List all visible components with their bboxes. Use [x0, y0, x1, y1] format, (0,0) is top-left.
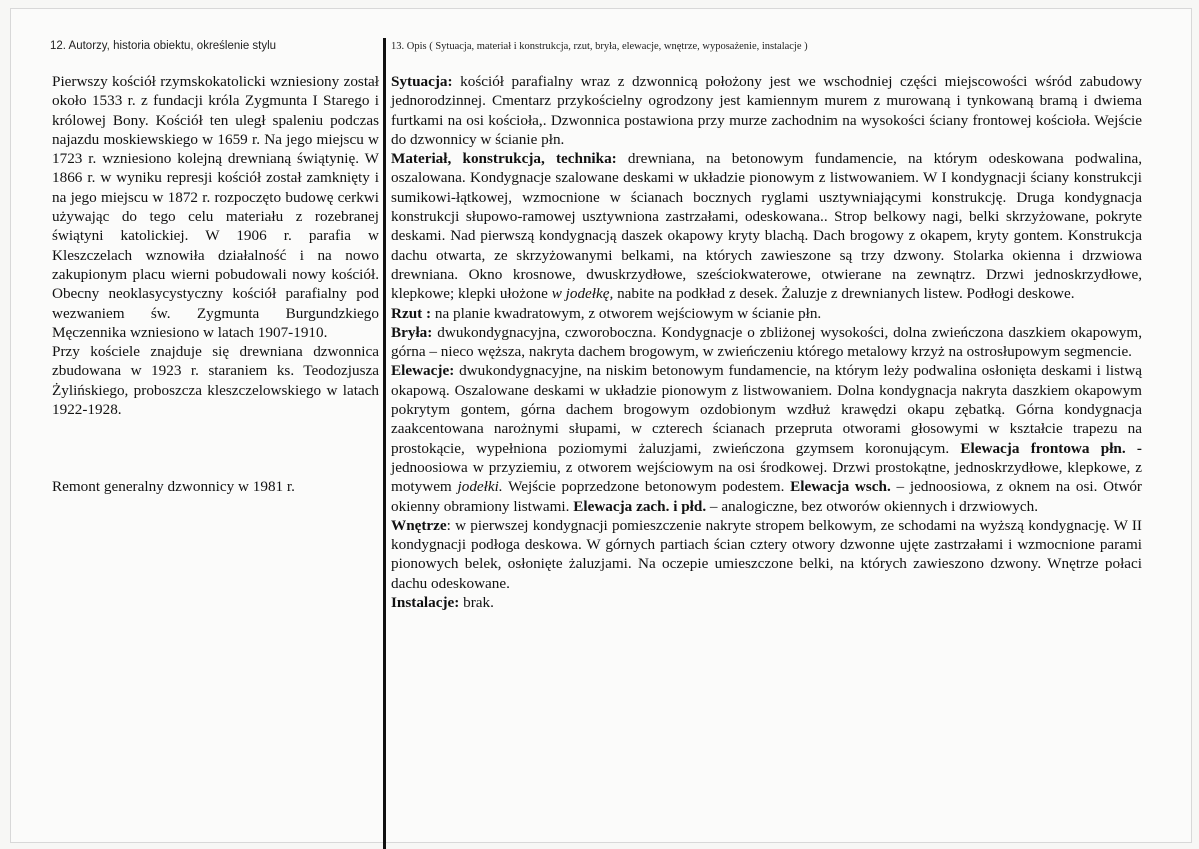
elewacje-text: dwukondygnacyjne, na niskim betonowym fundamencie, na którym leży podwalina osłonięta deskami i listwą okapową. Oszalowane deskami w układzie pionowym z listwowaniem. Dolna kondygnacja nakryta daszkiem okapowym pokrytym gontem, górna dachem brogowym ozdobionym wzdłuż krawędzi okapu zębatką. Górna kondygnacja zaakcentowana narożnymi słupami, w czterech ścianach przepruta otworami głosowymi w kształcie trapezu na prostokącie, wypełniona poziomymi żaluzjami, zwieńczona gzymsem koronującym.: [391, 362, 1142, 457]
material-tail: nabite na podkład z desek. Żaluzje z drewnianych listew. Podłogi deskowe.: [613, 285, 1075, 303]
section-12-header: 12. Autorzy, historia obiektu, określenie stylu: [50, 40, 277, 52]
instalacje-label: Instalacje:: [391, 594, 460, 612]
elewacje-paragraph: [391, 361, 1142, 515]
section-13-header: 13. Opis ( Sytuacja, materiał i konstrukcja, rzut, bryła, elewacje, wnętrze, wyposażenie, instalacje ): [391, 41, 808, 52]
elewacja-frontowa-italic: jodełki.: [457, 478, 503, 496]
sytuacja-paragraph: [391, 72, 1142, 149]
material-text: drewniana, na betonowym fundamencie, na którym odeskowana podwalina, oszalowana. Kondygnacje szalowane deskami w układzie pionowym z listwowaniem. W I kondygnacji ściany konstrukcji sumikowi-łątkowej, wzmocnione w ścianach bocznych ryglami usztywniającymi konstrukcję. Druga kondygnacja konstrukcji słupowo-ramowej usztywniona zastrzałami, odeskowana.. Strop belkowy nagi, belki skrzyżowane, pokryte deskami. Nad pierwszą kondygnacją daszek okapowy kryty blachą. Dach brogowy z okapem, kryty gontem. Konstrukcja dachu otwarta, ze skrzyżowanymi belkami, na których zawieszone są trzy dzwony. Stolarka okienna i drzwiowa drewniana. Okno krosnowe, dwuskrzydłowe, sześciokwaterowe, otwierane na zewnątrz. Drzwi jednoskrzydłowe, klepkowe; klepki ułożone: [391, 150, 1143, 303]
elewacja-frontowa-text: jednoosiowa w przyziemiu, z otworem wejściowym na osi środkowej. Drzwi prostokątne, jednoskrzydłowe, klepkowe, z motywem: [391, 458, 1142, 496]
instalacje-paragraph: [391, 593, 1142, 612]
material-italic: w jodełkę,: [551, 285, 614, 303]
rzut-text: na planie kwadratowym, z otworem wejściowym w ścianie płn.: [431, 304, 822, 322]
history-column: [52, 72, 379, 497]
elewacja-frontowa-tail: Wejście poprzedzone betonowym podestem.: [502, 478, 791, 496]
elewacja-wsch-text: – jednoosiowa, z oknem na osi. Otwór okienny obramiony listwami.: [391, 478, 1142, 515]
sytuacja-text: kościół parafialny wraz z dzwonnicą położony jest we wschodniej części miejscowości wśród zabudowy jednorodzinnej. Cmentarz przykościelny ogrodzony jest kamiennym murem z murowaną i tynkowaną bramą i dwiema furtkami na osi kościoła,. Dzwonnica postawiona przy murze zachodnim na wysokości ściany frontowej kościoła. Wejście do dzwonnicy w ścianie płn.: [391, 73, 1142, 148]
column-divider: [383, 38, 386, 849]
history-paragraph: Pierwszy kościół rzymskokatolicki wzniesiony został około 1533 r. z fundacji króla Zygmunta I Starego i królowej Bony. Kościół ten uległ spaleniu podczas najazdu moskiewskiego w 1659 r. Na jego miejscu w 1723 r. wzniesiono kolejną drewnianą świątynię. W 1866 r. w wyniku represji kościół został zamknięty i na jego miejscu w 1872 r. rozpoczęto budowę cerkwi używając do tego celu materiału z rozebranej świątyni katolickiej. W 1906 r. parafia w Kleszczelach wznowiła działalność i na nowo zakupionym placu wierni pobudowali nowy kościół. Obecny neoklasycystyczny kościół parafialny pod wezwaniem św. Zygmunta Burgundzkiego Męczennika wzniesiono w latach 1907-1910.: [52, 73, 379, 341]
elewacja-wsch-label: Elewacja wsch.: [790, 478, 891, 496]
sytuacja-label: Sytuacja:: [391, 73, 453, 90]
bryla-label: Bryła:: [391, 323, 433, 341]
bryla-text: dwukondygnacyjna, czworoboczna. Kondygnacje o zbliżonej wysokości, dolna zwieńczona daszkiem okapowym, górna – nieco węższa, nakryta dachem brogowym, w zwieńczeniu którego metalowy krzyż na ostrosłupowym segmencie.: [391, 323, 1142, 361]
elewacje-label: Elewacje:: [391, 362, 455, 380]
elewacja-frontowa-label: Elewacja frontowa płn. -: [960, 439, 1142, 457]
material-label: Materiał, konstrukcja, technika:: [391, 150, 617, 168]
wnetrze-label: Wnętrze: [391, 516, 447, 534]
elewacja-zach-text: – analogiczne, bez otworów okiennych i drzwiowych.: [706, 497, 1039, 515]
elewacja-zach-label: Elewacja zach. i płd.: [573, 497, 707, 515]
wnetrze-text: : w pierwszej kondygnacji pomieszczenie nakryte stropem belkowym, ze schodami na wyższą kondygnację. W II kondygnacji podłoga deskowa. W górnych partiach ścian cztery otwory dzwonne ujęte zastrzałami i wzmocnione parami pionowych belek, osłonięte żaluzjami. Na oczepie umieszczone belki, na których zawieszono dzwony. Wnętrze połaci dachu odeskowane.: [391, 516, 1142, 592]
wnetrze-paragraph: [391, 516, 1142, 593]
rzut-label: Rzut :: [391, 304, 432, 322]
instalacje-text: brak.: [459, 594, 494, 612]
bryla-paragraph: [391, 323, 1142, 362]
belfry-paragraph: Przy kościele znajduje się drewniana dzwonnica zbudowana w 1923 r. staraniem ks. Teodozjusza Żylińskiego, proboszcza kleszczelowskiego w latach 1922-1928.: [52, 343, 379, 419]
material-paragraph: [391, 149, 1142, 303]
rzut-paragraph: [391, 304, 1142, 323]
description-column: [391, 72, 1142, 612]
renovation-paragraph: Remont generalny dzwonnicy w 1981 r.: [52, 478, 295, 496]
